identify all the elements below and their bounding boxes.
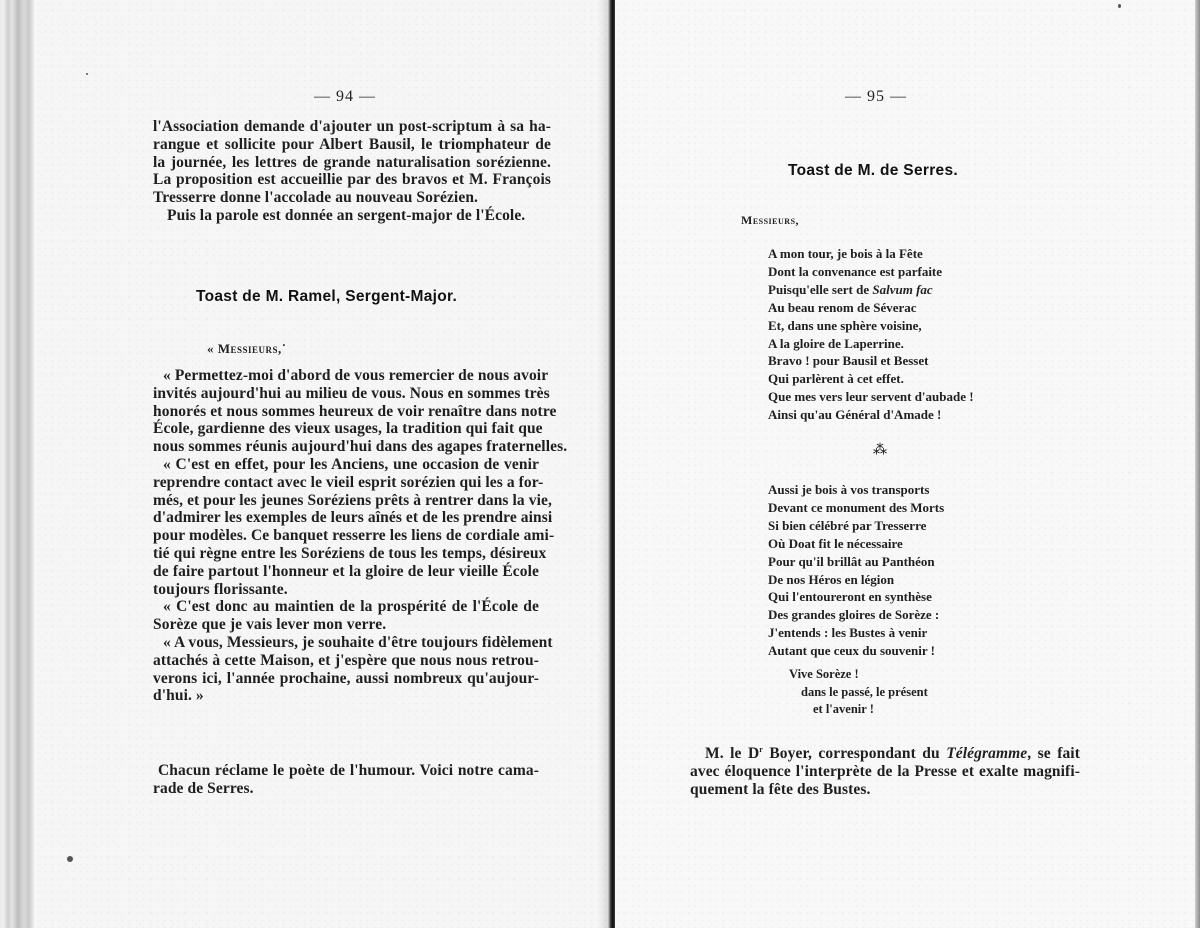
text-line: verons ici, l'année prochaine, aussi nombreux qu'aujour- <box>153 669 539 687</box>
verse-line-text: Puisqu'elle sert de <box>768 281 873 297</box>
text-line: la journée, les lettres de grande naturalisation sorézienne. <box>153 153 551 171</box>
text-line: « C'est en effet, pour les Anciens, une occasion de venir <box>163 455 539 473</box>
text-line: d'hui. » <box>153 687 204 705</box>
verse-line: Pour qu'il brillât au Panthéon <box>768 553 935 569</box>
text-line: attachés à cette Maison, et j'espère que nous nous retrou- <box>153 651 539 669</box>
text-line: Puis la parole est donnée an sergent-major de l'École. <box>167 206 526 224</box>
page-number-95: — 95 — <box>845 88 907 105</box>
text-line: Chacun réclame le poète de l'humour. Voici notre cama- <box>158 762 539 779</box>
text-line: toujours florissante. <box>153 580 288 598</box>
vive-soreze <box>789 666 928 719</box>
text-line: École, gardienne des vieux usages, la tradition qui fait que <box>153 420 543 438</box>
text-line: « Permettez-moi d'abord de vous remercier de nous avoir <box>163 367 549 384</box>
text-line: quement la fête des Bustes. <box>690 780 871 798</box>
text-line: nous sommes réunis aujourd'hui dans des agapes fraternelles. <box>153 438 568 456</box>
superscript: r <box>759 745 763 754</box>
vive-line: et l'avenir ! <box>813 702 874 716</box>
text-line: « C'est donc au maintien de la prospérité de l'École de <box>163 598 539 616</box>
text-line: Tresserre donne l'accolade au nouveau Sorézien. <box>153 189 479 207</box>
text-line: honorés et nous sommes heureux de voir renaître dans notre <box>153 402 557 420</box>
section-heading-ramel: Toast de M. Ramel, Sergent-Major. <box>196 288 458 305</box>
verse-line: J'entends : les Bustes à venir <box>768 625 928 641</box>
text-line: reprendre contact avec le vieil esprit sorézien qui les a for- <box>153 473 544 491</box>
verse-line: Dont la convenance est parfaite <box>768 263 943 279</box>
text-line: pour modèles. Ce banquet resserre les liens de cordiale ami- <box>153 527 555 545</box>
text-fragment: , se fait <box>1027 745 1080 763</box>
asterism-divider: ⁂ <box>873 443 887 458</box>
section-heading-de-serres: Toast de M. de Serres. <box>788 162 958 179</box>
vive-line: Vive Sorèze ! <box>789 667 859 681</box>
italic-newspaper-title: Télégramme <box>946 745 1028 763</box>
intro-paragraph <box>153 118 551 225</box>
verse-line: A la gloire de Laperrine. <box>768 335 904 351</box>
verse-line <box>768 281 974 299</box>
closing-paragraph-left <box>153 762 539 798</box>
right-page <box>615 0 1200 928</box>
paper-speck <box>86 73 88 75</box>
poem-stanza-2 <box>768 481 944 660</box>
verse-line: Devant ce monument des Morts <box>768 499 945 515</box>
verse-line: Aussi je bois à vos transports <box>768 482 930 497</box>
verse-line: Où Doat fit le nécessaire <box>768 535 903 551</box>
text-line: l'Association demande d'ajouter un post-scriptum à sa ha- <box>153 118 551 135</box>
page-edge-right <box>1195 0 1200 928</box>
verse-line: Des grandes gloires de Sorèze : <box>768 607 940 623</box>
paper-speck <box>67 856 73 862</box>
closing-paragraph-right <box>690 741 1080 799</box>
page-number-94: — 94 — <box>314 88 376 105</box>
salutation-left: « Messieurs,˙ <box>207 341 287 356</box>
verse-line: Bravo ! pour Bausil et Besset <box>768 353 929 369</box>
text-line: d'admirer les exemples de leurs aînés et de les prendre ainsi <box>153 509 553 527</box>
verse-line: Et, dans une sphère voisine, <box>768 317 922 333</box>
text-line: de faire partout l'honneur et la gloire de leur vieille École <box>153 562 539 580</box>
verse-line: A mon tour, je bois à la Fête <box>768 246 923 261</box>
verse-line: Que mes vers leur servent d'aubade ! <box>768 389 974 405</box>
page-edge-left <box>0 0 34 928</box>
salutation-right: Messieurs, <box>741 213 800 227</box>
poem-stanza-1 <box>768 245 974 424</box>
verse-line: De nos Héros en légion <box>768 571 895 587</box>
ramel-speech <box>153 367 568 705</box>
text-line: avec éloquence l'interprète de la Presse et exalte magnifi- <box>690 762 1080 780</box>
text-line: Sorèze que je vais lever mon verre. <box>153 616 387 634</box>
verse-line: Au beau renom de Séverac <box>768 299 917 315</box>
italic-latin-phrase: Salvum fac <box>872 281 933 297</box>
text-line: rangue et sollicite pour Albert Bausil, le triomphateur de <box>153 135 551 153</box>
text-fragment: M. le D <box>705 745 760 763</box>
text-fragment: Boyer, correspondant du <box>762 745 947 763</box>
verse-line: Si bien célébré par Tresserre <box>768 517 927 533</box>
text-line: rade de Serres. <box>153 779 254 797</box>
text-line: « A vous, Messieurs, je souhaite d'être toujours fidèlement <box>163 633 553 651</box>
paper-speck <box>1118 4 1121 8</box>
text-line: tié qui règne entre les Soréziens de tous les temps, désireux <box>153 544 547 562</box>
verse-line: Qui parlèrent à cet effet. <box>768 371 904 387</box>
text-line <box>690 741 1080 763</box>
verse-line: Autant que ceux du souvenir ! <box>768 643 935 659</box>
text-line: més, et pour les jeunes Soréziens prêts à rentrer dans la vie, <box>153 491 552 509</box>
text-line: La proposition est accueillie par des bravos et M. François <box>153 171 551 189</box>
vive-line: dans le passé, le présent <box>801 684 928 699</box>
verse-line: Qui l'entoureront en synthèse <box>768 589 932 605</box>
verse-line: Ainsi qu'au Général d'Amade ! <box>768 407 942 423</box>
text-line: invités aujourd'hui au milieu de vous. Nous en sommes très <box>153 384 550 402</box>
